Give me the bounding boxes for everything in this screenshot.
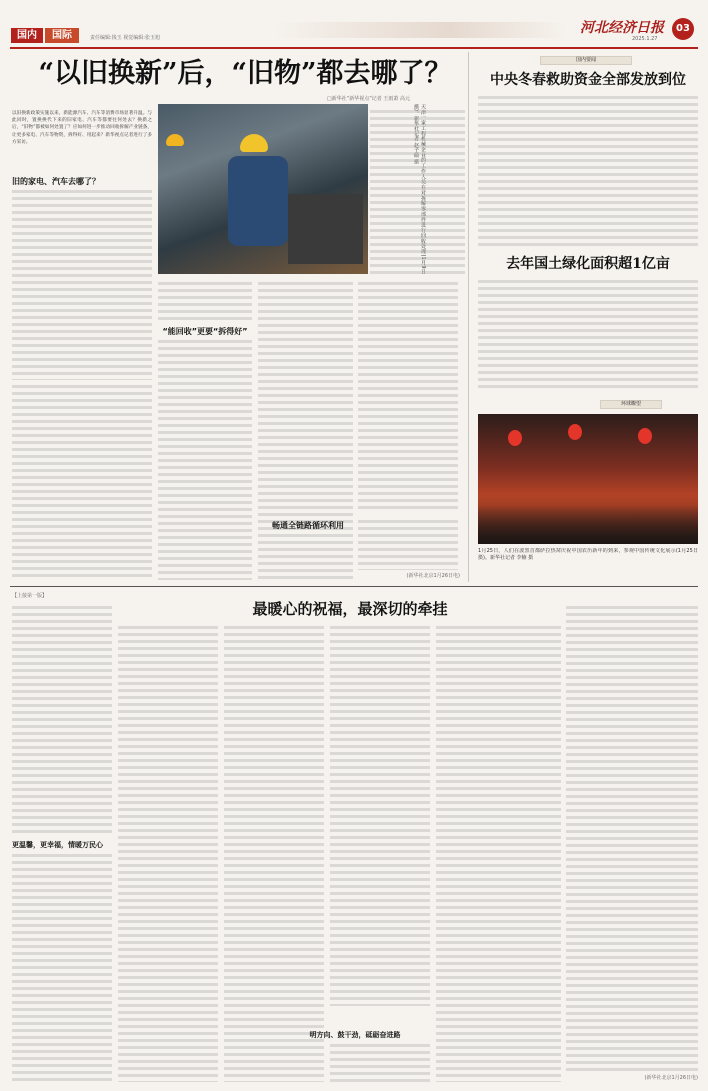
- section-tab-international[interactable]: 国际: [45, 28, 79, 43]
- feature-end-note: (新华社北京1月26日电): [644, 1075, 698, 1081]
- main-photo-caption: 天津一家工程机械企业的工作人员在对拆解零部件进行回收处理(1月9日摄)。新华社记者 赵子硕 摄: [413, 104, 426, 274]
- main-byline: □新华社“新华视点”记者 王雨萧 高元: [326, 96, 410, 102]
- main-col-3-text: [258, 282, 353, 582]
- editors-credit: 责任编辑:钱玉 视觉编辑:张玉旭: [90, 35, 160, 41]
- section-divider: [10, 586, 698, 587]
- crowd: [478, 494, 698, 544]
- worker-helmet-2: [166, 134, 184, 146]
- main-side-divider: [468, 52, 469, 582]
- side-photo-label: 环球瞭望: [600, 400, 662, 409]
- feature-col-2-text: [118, 626, 218, 1082]
- main-end-note: (新华社北京1月26日电): [406, 573, 460, 579]
- main-headline: “以旧换新”后，“旧物”都去哪了？: [38, 58, 452, 89]
- feature-subhead-1: 更温馨，更幸福，情暖万民心: [12, 841, 103, 849]
- side-headline-1: 中央冬春救助资金全部发放到位: [490, 72, 686, 88]
- feature-intro: 【上接第一版】: [12, 593, 48, 599]
- main-lead: 以旧换新政策实施以来，新能源汽车、汽车等消费市场显著升温。与此同时，置换换代下来的旧家电、汽车等都要往何处去？换新之后，“旧物”都被如何处置了？应如何进一步推动回收拆解产业链条，让更多家电、汽车等物资，拆得好、用起来？新华视点记者进行了多方采访。: [12, 111, 152, 145]
- side-photo-caption: 1月25日，人们在波黑首都萨拉热窝庆祝中国农历新年的到来，参观中国传统文化展示(1月25日摄)。新华社记者 李楠 摄: [478, 548, 698, 562]
- side-headline-2: 去年国土绿化面积超1亿亩: [506, 256, 670, 272]
- feature-col-1b-text: [12, 854, 112, 1082]
- masthead-graphic: [270, 22, 570, 38]
- feature-col-4-text: [330, 626, 430, 1006]
- main-col-4-text: [358, 282, 458, 512]
- main-subhead-3: 畅通全链路循环利用: [272, 521, 344, 530]
- feature-headline: 最暖心的祝福，最深切的牵挂: [252, 600, 448, 618]
- paper-name: 河北经济日报: [580, 20, 664, 36]
- main-col-1-text: [12, 190, 152, 380]
- feature-subhead-2: 明方向、鼓干劲，砥砺奋进路: [309, 1031, 401, 1039]
- feature-col-5-text: [436, 626, 561, 1082]
- side-photo: [478, 414, 698, 544]
- feature-col-3-text: [224, 626, 324, 1082]
- feature-col-4b-text: [330, 1044, 430, 1082]
- worker-body: [228, 156, 288, 246]
- masthead-rule: [10, 47, 698, 49]
- lantern-3: [638, 428, 652, 444]
- masthead: [0, 0, 708, 50]
- main-col-1b-text: [12, 385, 152, 580]
- side-story-2-text: [478, 280, 698, 392]
- side-story-1-text: [478, 96, 698, 246]
- feature-col-1-text: [12, 606, 112, 836]
- lantern-1: [508, 430, 522, 446]
- main-col-4b-text: [358, 520, 458, 570]
- main-col-upper-right: [370, 110, 465, 275]
- lantern-2: [568, 424, 582, 440]
- side-news-label: 国内要闻: [540, 56, 632, 65]
- main-col-2-text: [158, 282, 252, 322]
- main-subhead-2: “能回收”更要“拆得好”: [162, 327, 248, 336]
- machinery: [288, 194, 363, 264]
- section-tab-domestic[interactable]: 国内: [11, 28, 43, 43]
- main-col-2b-text: [158, 340, 252, 580]
- worker-helmet-1: [240, 134, 268, 152]
- main-photo: [158, 104, 368, 274]
- page-number-badge: 03: [672, 18, 694, 40]
- main-subhead-1: 旧的家电、汽车去哪了？: [12, 177, 100, 186]
- issue-date: 2025.1.27: [632, 36, 658, 42]
- feature-col-6-text: [566, 606, 698, 1072]
